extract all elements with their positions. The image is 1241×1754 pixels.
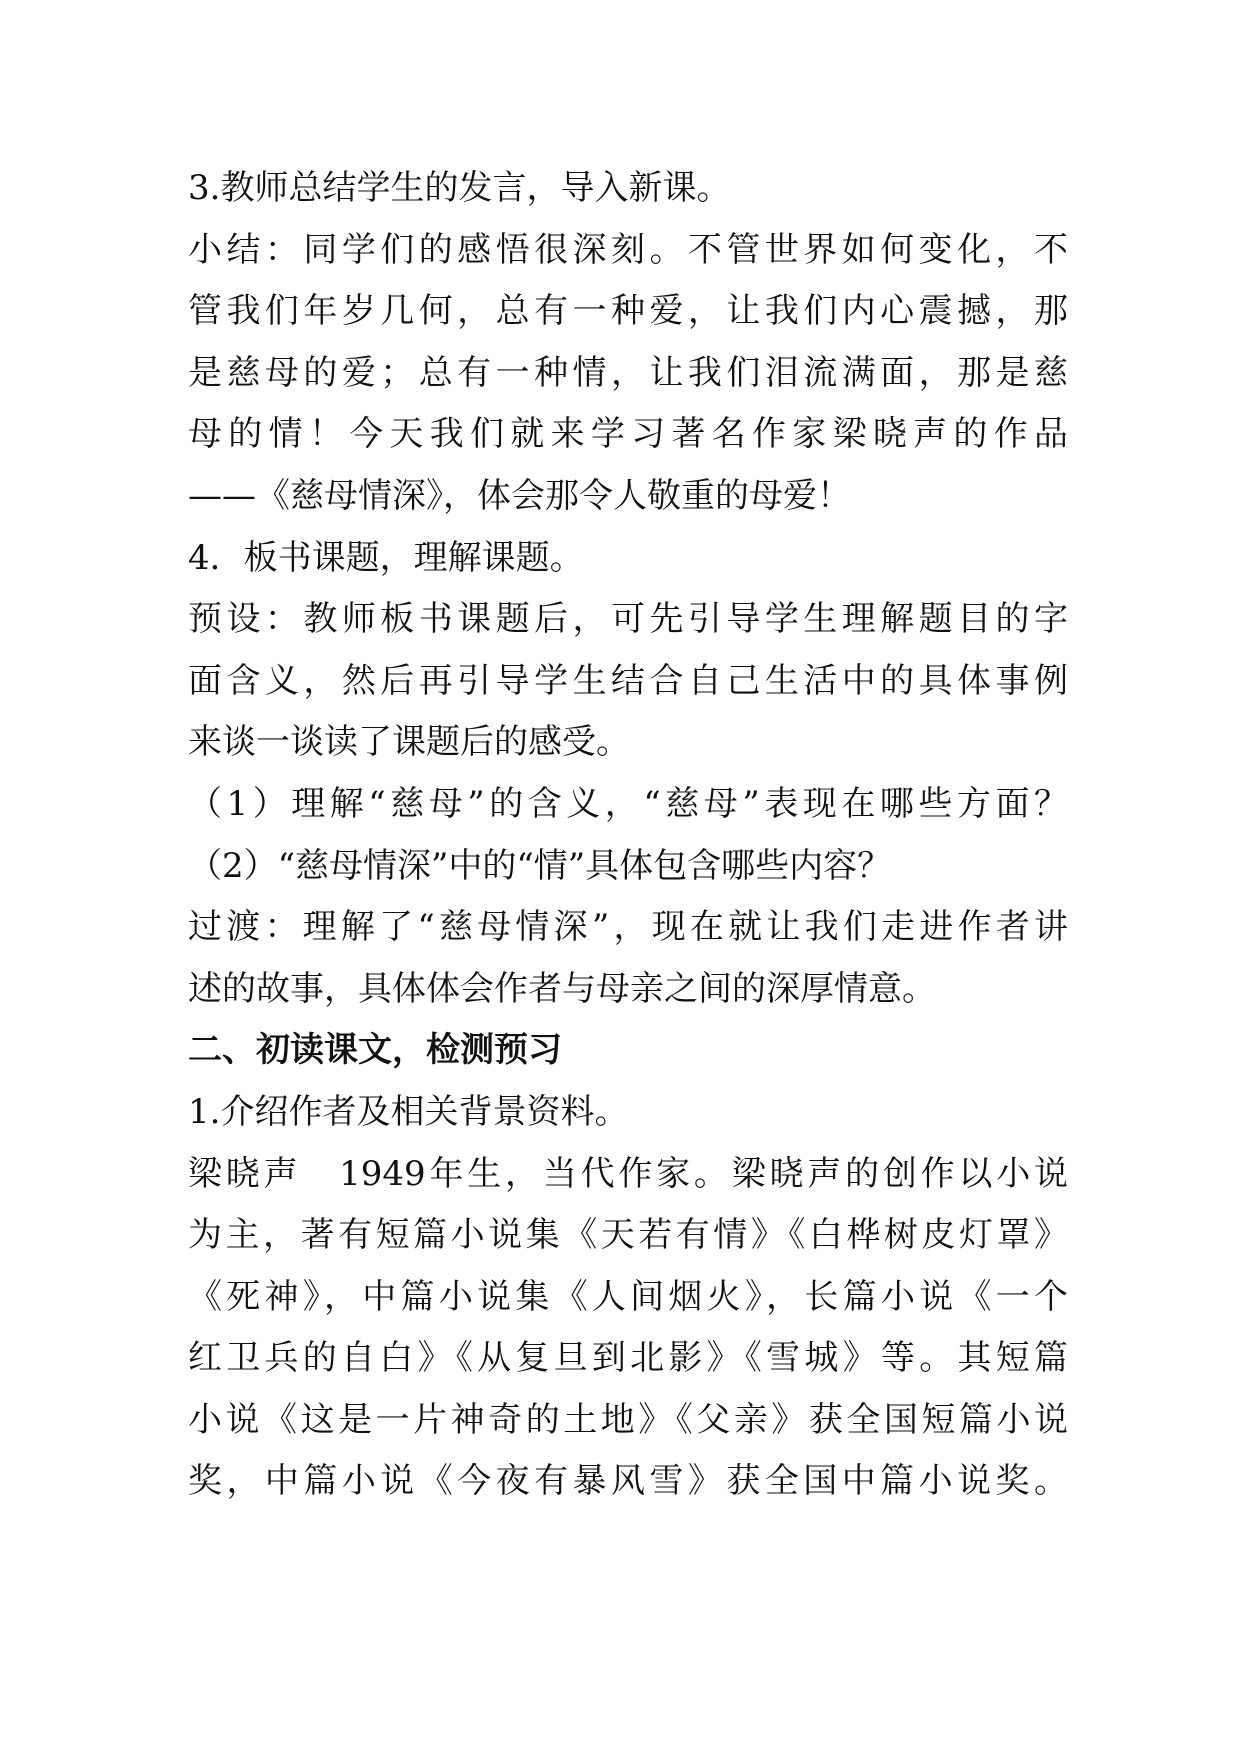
text-line: （2）“慈母情深”中的“情”具体包含哪些内容？ — [188, 845, 892, 886]
text-line: 管我们年岁几何，总有一种爱，让我们内心震撼，那 — [188, 291, 1068, 332]
text-line: 面含义，然后再引导学生结合自己生活中的具体事例 — [188, 660, 1068, 701]
text-line: （1）理解“慈母”的含义，“慈母”表现在哪些方面？ — [188, 783, 1068, 824]
text-line: 《死神》，中篇小说集《人间烟火》，长篇小说《一个 — [188, 1276, 1068, 1317]
text-line: 为主，著有短篇小说集《天若有情》《白桦树皮灯罩》 — [188, 1215, 1068, 1256]
text-line: 梁晓声 1949年生，当代作家。梁晓声的创作以小说 — [188, 1153, 1068, 1194]
section-heading: 二、初读课文，检测预习 — [188, 1030, 562, 1071]
text-line: 过渡：理解了“慈母情深”，现在就让我们走进作者讲 — [188, 907, 1068, 948]
text-line: 来谈一谈读了课题后的感受。 — [188, 722, 630, 763]
text-line: 母的情！今天我们就来学习著名作家梁晓声的作品 — [188, 414, 1068, 455]
text-line: 小说《这是一片神奇的土地》《父亲》获全国短篇小说 — [188, 1399, 1068, 1440]
text-line: ——《慈母情深》，体会那令人敬重的母爱！ — [188, 475, 851, 516]
text-line: 奖，中篇小说《今夜有暴风雪》获全国中篇小说奖。 — [188, 1461, 1068, 1502]
text-line: 红卫兵的自白》《从复旦到北影》《雪城》等。其短篇 — [188, 1338, 1068, 1379]
text-line: 小结：同学们的感悟很深刻。不管世界如何变化，不 — [188, 229, 1068, 270]
text-line: 述的故事，具体体会作者与母亲之间的深厚情意。 — [188, 968, 936, 1009]
document-body — [188, 158, 1068, 1513]
text-line: 是慈母的爱；总有一种情，让我们泪流满面，那是慈 — [188, 352, 1068, 393]
text-line: 预设：教师板书课题后，可先引导学生理解题目的字 — [188, 599, 1068, 640]
text-line: 1.介绍作者及相关背景资料。 — [188, 1091, 629, 1132]
text-line: 3.教师总结学生的发言，导入新课。 — [188, 168, 731, 208]
text-line: 4．板书课题，理解课题。 — [188, 537, 584, 578]
